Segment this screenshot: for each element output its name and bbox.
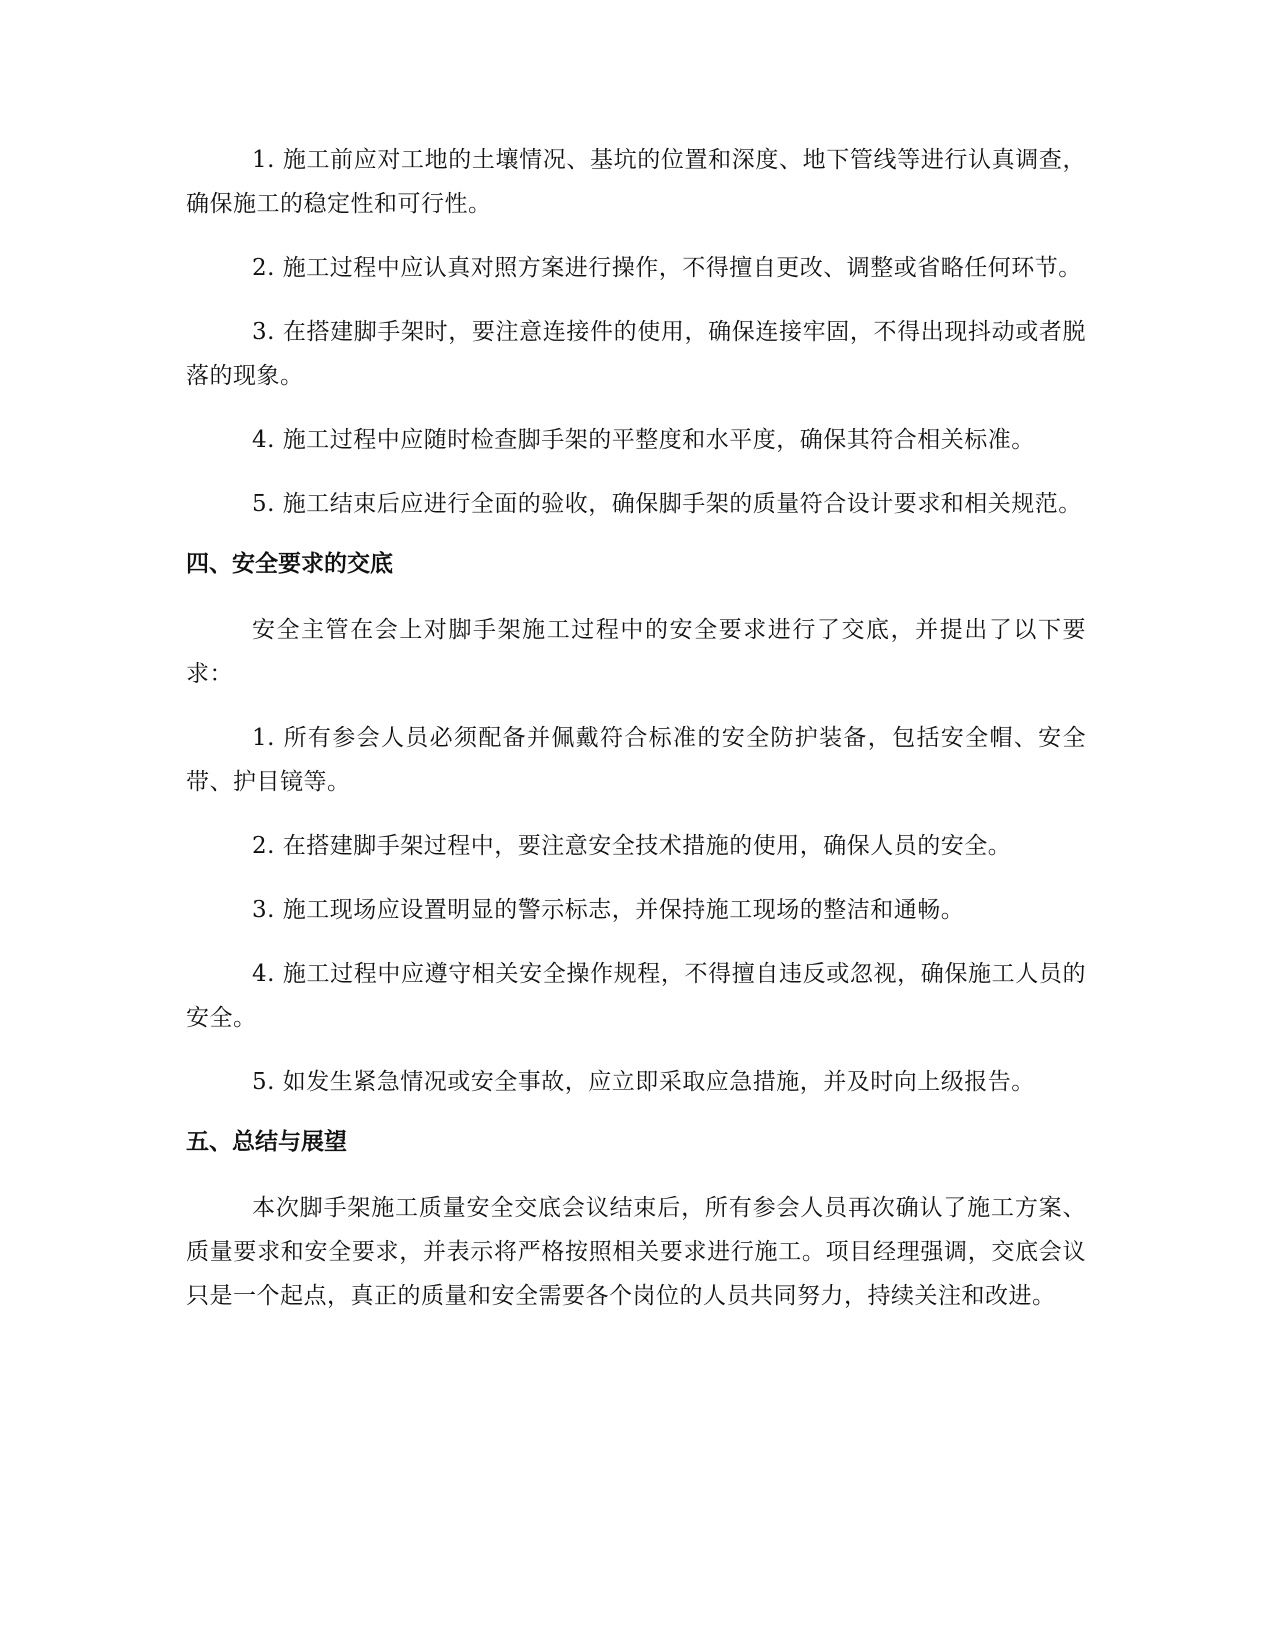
section4-heading: 四、安全要求的交底 [186,551,393,577]
document-page [186,138,1086,1338]
section5-heading: 五、总结与展望 [186,1129,347,1155]
section4-intro: 安全主管在会上对脚手架施工过程中的安全要求进行了交底，并提出了以下要求： [186,617,1086,687]
section3-item-5: 5. 施工结束后应进行全面的验收，确保脚手架的质量符合设计要求和相关规范。 [252,491,1082,517]
section4-item-3: 3. 施工现场应设置明显的警示标志，并保持施工现场的整洁和通畅。 [252,897,965,923]
section4-item-2: 2. 在搭建脚手架过程中，要注意安全技术措施的使用，确保人员的安全。 [252,833,1012,859]
section3-item-4: 4. 施工过程中应随时检查脚手架的平整度和水平度，确保其符合相关标准。 [252,427,1035,453]
section3-item-3: 3. 在搭建脚手架时，要注意连接件的使用，确保连接牢固，不得出现抖动或者脱落的现象。 [186,319,1086,389]
section4-item-4: 4. 施工过程中应遵守相关安全操作规程，不得擅自违反或忽视，确保施工人员的安全。 [186,961,1086,1031]
section3-item-1: 1. 施工前应对工地的土壤情况、基坑的位置和深度、地下管线等进行认真调查，确保施工的稳定性和可行性。 [186,147,1086,217]
section3-item-2: 2. 施工过程中应认真对照方案进行操作，不得擅自更改、调整或省略任何环节。 [252,255,1082,281]
section4-item-1: 1. 所有参会人员必须配备并佩戴符合标准的安全防护装备，包括安全帽、安全带、护目镜等。 [186,725,1086,795]
section5-body: 本次脚手架施工质量安全交底会议结束后，所有参会人员再次确认了施工方案、质量要求和安全要求，并表示将严格按照相关要求进行施工。项目经理强调，交底会议只是一个起点，真正的质量和安全需要各个岗位的人员共同努力，持续关注和改进。 [186,1195,1086,1309]
section4-item-5: 5. 如发生紧急情况或安全事故，应立即采取应急措施，并及时向上级报告。 [252,1069,1035,1095]
